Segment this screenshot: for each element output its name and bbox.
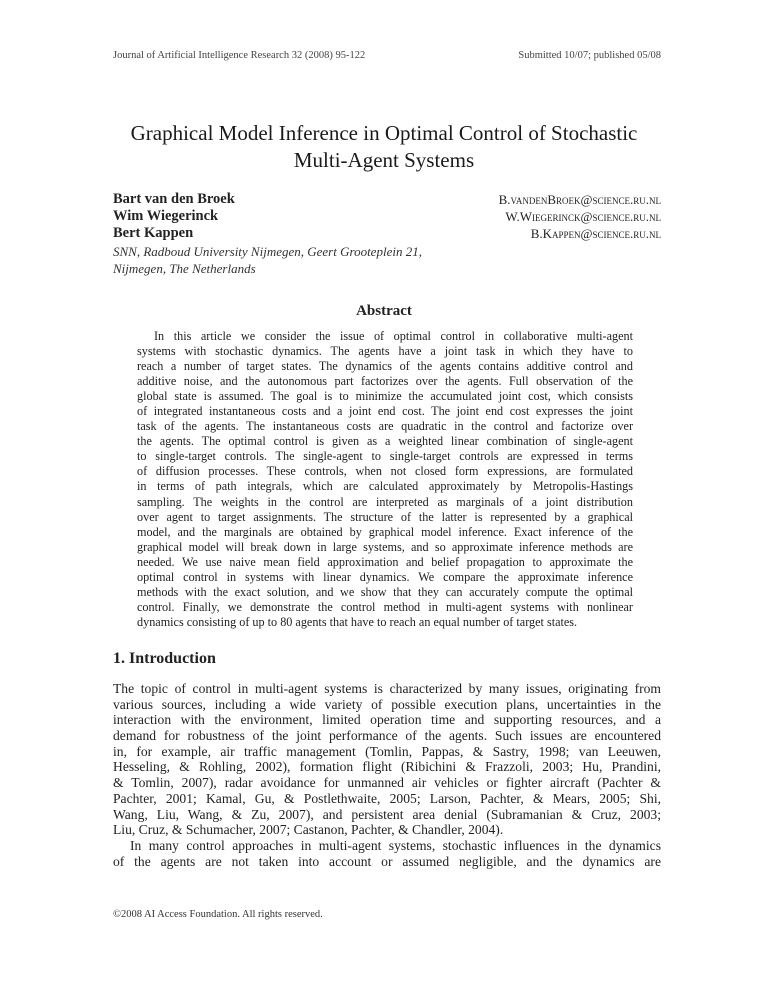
submission-dates: Submitted 10/07; published 05/08	[518, 50, 661, 61]
text-line: sampling. The weights in the control are interpreted as marginals of a joint distribution	[137, 494, 633, 509]
text-line: of integrated instantaneous costs and a joint end cost. The joint end cost expresses the joint	[137, 404, 633, 419]
text-line: of diffusion processes. These controls, when not closed form expressions, are formulated	[137, 464, 633, 479]
title-line-2: Multi-Agent Systems	[293, 148, 475, 172]
text-line: control. Finally, we demonstrate the control method in multi-agent systems with nonlinear	[137, 599, 633, 614]
copyright-notice: ©2008 AI Access Foundation. All rights reserved.	[113, 909, 323, 920]
text-line: systems with stochastic dynamics. The agents have a joint task in which they have to	[137, 344, 633, 359]
author-email: B.Kappen@science.ru.nl	[530, 226, 661, 241]
text-line: & Tomlin, 2007), radar avoidance for unmanned air vehicles or fighter aircraft (Pachter &	[113, 775, 661, 791]
text-line: optimal control in systems with linear dynamics. We compare the approximate inference	[137, 569, 633, 584]
text-line: to single-target controls. The single-agent to single-target controls are expressed in terms	[137, 449, 633, 464]
text-line: of the agents are not taken into account or assumed negligible, and the dynamics are	[113, 853, 661, 869]
text-line: the agents. The optimal control is given as a weighted linear combination of single-agent	[137, 434, 633, 449]
text-line: task of the agents. The instantaneous costs are quadratic in the control and factorize over	[137, 419, 633, 434]
text-line: Liu, Cruz, & Schumacher, 2007; Castanon, Pachter, & Chandler, 2004).	[113, 822, 504, 838]
text-line: in terms of path integrals, which are calculated approximately by Metropolis-Hastings	[137, 479, 633, 494]
abstract-heading: Abstract	[356, 303, 412, 319]
paper-title	[100, 120, 668, 174]
author-email: B.vandenBroek@science.ru.nl	[498, 192, 661, 207]
text-line: interaction with the environment, limited operation time and supporting resources, and a	[113, 712, 661, 728]
affiliation-line-1: SNN, Radboud University Nijmegen, Geert Grooteplein 21,	[113, 244, 422, 259]
author-name: Wim Wiegerinck	[113, 208, 219, 224]
section-heading-introduction: 1. Introduction	[113, 650, 216, 667]
text-line: Wang, Liu, Wang, & Zu, 2007), and persistent area denial (Subramanian & Cruz, 2003;	[113, 806, 661, 822]
text-line: reach a number of target states. The dynamics of the agents contains additive control and	[137, 359, 633, 374]
introduction-body	[113, 681, 661, 869]
text-line: additive noise, and the autonomous part factorizes over the agents. Full observation of the	[137, 374, 633, 389]
journal-header: Journal of Artificial Intelligence Research 32 (2008) 95-122	[113, 50, 366, 61]
text-line: Pachter, 2001; Kamal, Gu, & Postlethwaite, 2005; Larson, Pachter, & Mears, 2005; Shi,	[113, 790, 661, 806]
text-line: demand for robustness of the joint performance of the agents. Such issues are encountered	[113, 728, 661, 744]
text-line: Hesseling, & Rohling, 2002), formation flight (Ribichini & Frazzoli, 2003; Hu, Prandini,	[113, 759, 661, 775]
text-line: In this article we consider the issue of optimal control in collaborative multi-agent	[154, 329, 633, 343]
affiliation-line-2: Nijmegen, The Netherlands	[113, 261, 256, 276]
text-line: dynamics consisting of up to 80 agents that have to reach an equal number of target states.	[137, 614, 578, 629]
text-line: In many control approaches in multi-agent systems, stochastic influences in the dynamics	[130, 837, 661, 853]
abstract-body	[137, 329, 633, 630]
author-email: W.Wiegerinck@science.ru.nl	[505, 209, 661, 224]
author-name: Bart van den Broek	[113, 191, 235, 207]
text-line: over agent to target assignments. The structure of the latter is represented by a graphical	[137, 509, 633, 524]
author-name: Bert Kappen	[113, 225, 194, 241]
text-line: The topic of control in multi-agent systems is characterized by many issues, originating from	[113, 681, 661, 696]
text-line: methods with the exact solution, and we show that they can accurately compute the optimal	[137, 584, 633, 599]
text-line: in, for example, air traffic management (Tomlin, Pappas, & Sastry, 1998; van Leeuwen,	[113, 743, 661, 759]
title-line-1: Graphical Model Inference in Optimal Control of Stochastic	[130, 121, 638, 145]
text-line: graphical model will break down in large systems, and so approximate inference methods are	[137, 539, 633, 554]
text-line: various sources, including a wide variety of possible execution plans, uncertainties in the	[113, 696, 661, 712]
text-line: global state is assumed. The goal is to minimize the accumulated joint cost, which consists	[137, 389, 633, 404]
text-line: model, and the marginals are obtained by graphical model inference. Exact inference of the	[137, 524, 633, 539]
text-line: needed. We use naive mean field approximation and belief propagation to approximate the	[137, 554, 633, 569]
